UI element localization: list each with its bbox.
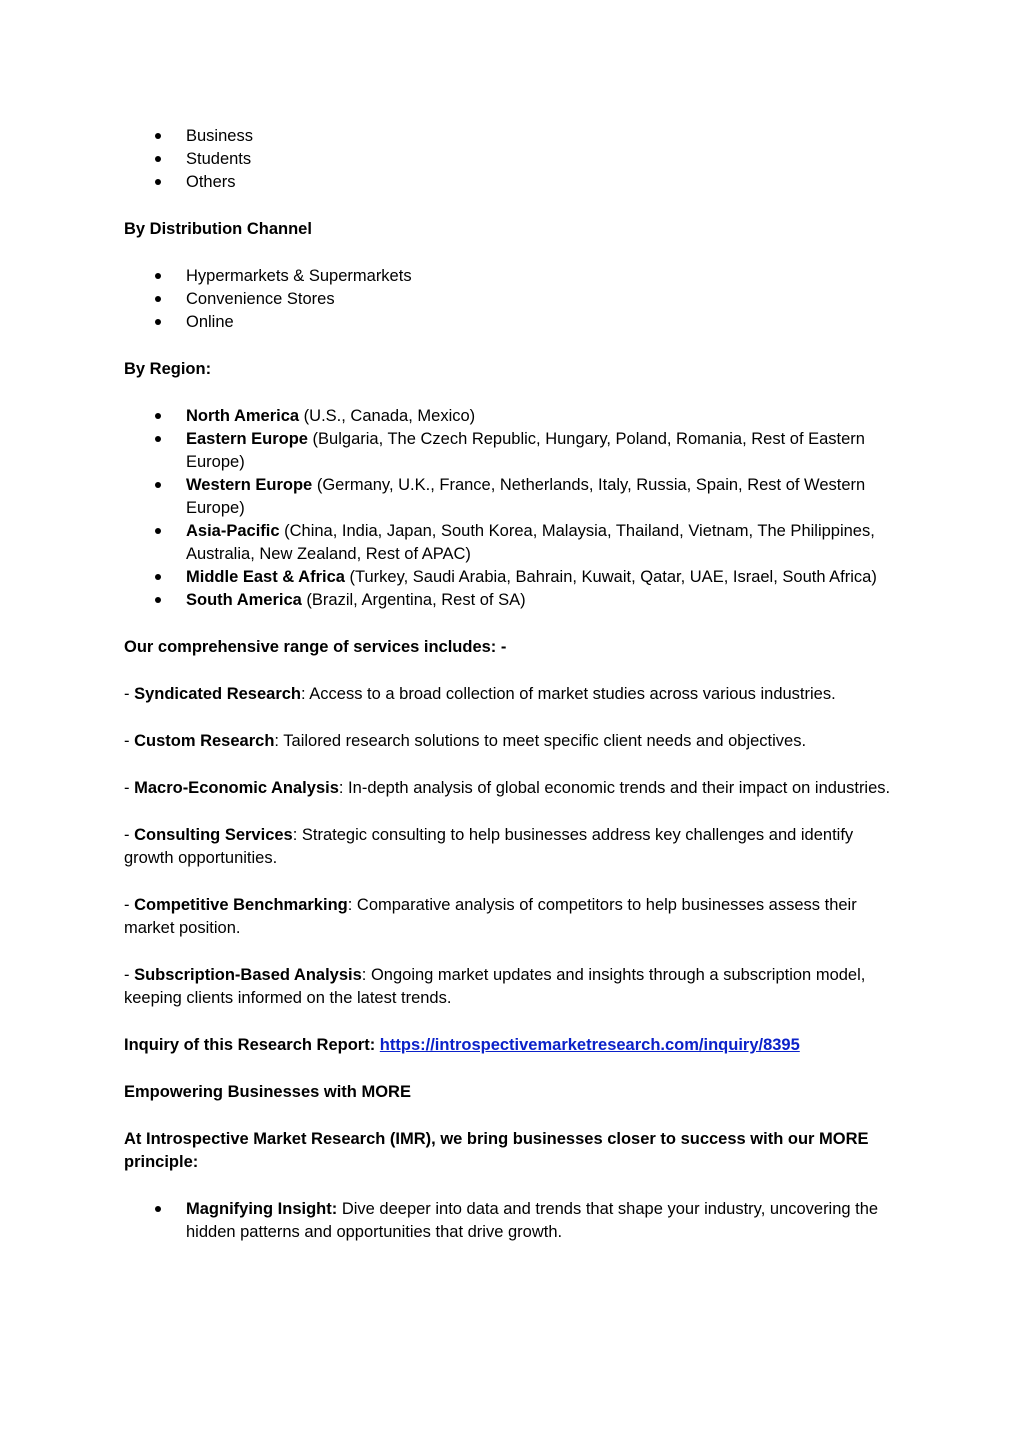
service-name: Macro-Economic Analysis bbox=[134, 779, 339, 797]
list-item: Hypermarkets & Supermarkets bbox=[124, 265, 904, 288]
list-item bbox=[124, 589, 904, 612]
region-name: Western Europe bbox=[186, 476, 313, 494]
more-item-name: Magnifying Insight: bbox=[186, 1200, 338, 1218]
list-item: Business bbox=[124, 125, 904, 148]
service-name: Syndicated Research bbox=[134, 685, 302, 703]
region-detail: (U.S., Canada, Mexico) bbox=[299, 407, 476, 425]
service-name: Consulting Services bbox=[134, 826, 293, 844]
region-name: Middle East & Africa bbox=[186, 568, 345, 586]
service-paragraph bbox=[124, 683, 904, 706]
service-name: Subscription-Based Analysis bbox=[134, 966, 362, 984]
region-name: North America bbox=[186, 407, 300, 425]
list-item bbox=[124, 1198, 904, 1244]
service-paragraph bbox=[124, 824, 904, 870]
service-desc: : Comparative analysis of competitors to help businesses assess their market position. bbox=[124, 896, 857, 937]
region-name: Eastern Europe bbox=[186, 430, 308, 448]
region-detail: (Bulgaria, The Czech Republic, Hungary, Poland, Romania, Rest of Eastern Europe) bbox=[186, 430, 865, 471]
dash-prefix: - bbox=[124, 779, 135, 797]
service-desc: : Strategic consulting to help businesses address key challenges and identify growth opportunities. bbox=[124, 826, 854, 867]
service-desc: : Access to a broad collection of market studies across various industries. bbox=[301, 685, 836, 703]
region-name: Asia-Pacific bbox=[186, 522, 280, 540]
region-detail: (Turkey, Saudi Arabia, Bahrain, Kuwait, Qatar, UAE, Israel, South Africa) bbox=[344, 568, 877, 586]
imr-heading: At Introspective Market Research (IMR), we bring businesses closer to success with our MORE principle: bbox=[124, 1130, 869, 1171]
service-paragraph bbox=[124, 777, 904, 800]
more-list bbox=[124, 1198, 904, 1244]
dash-prefix: - bbox=[124, 896, 135, 914]
list-item bbox=[124, 566, 904, 589]
list-item bbox=[124, 405, 904, 428]
list-item: Convenience Stores bbox=[124, 288, 904, 311]
list-item bbox=[124, 428, 904, 474]
dash-prefix: - bbox=[124, 685, 135, 703]
list-item: Students bbox=[124, 148, 904, 171]
services-heading: Our comprehensive range of services includes: - bbox=[124, 638, 507, 656]
service-desc: : In-depth analysis of global economic trends and their impact on industries. bbox=[338, 779, 891, 797]
distribution-heading: By Distribution Channel bbox=[124, 220, 312, 238]
list-item: Others bbox=[124, 171, 904, 194]
list-item bbox=[124, 520, 904, 566]
service-name: Competitive Benchmarking bbox=[134, 896, 348, 914]
service-paragraph bbox=[124, 730, 904, 753]
region-name: South America bbox=[186, 591, 302, 609]
empower-heading: Empowering Businesses with MORE bbox=[124, 1083, 411, 1101]
service-paragraph bbox=[124, 894, 904, 940]
list-item: Online bbox=[124, 311, 904, 334]
service-desc: : Ongoing market updates and insights through a subscription model, keeping clients informed on the latest trends. bbox=[124, 966, 866, 1007]
region-detail: (China, India, Japan, South Korea, Malaysia, Thailand, Vietnam, The Philippines, Australia, New Zealand, Rest of APAC) bbox=[186, 522, 875, 563]
service-name: Custom Research bbox=[134, 732, 275, 750]
inquiry-line bbox=[124, 1034, 904, 1057]
dash-prefix: - bbox=[124, 966, 135, 984]
dash-prefix: - bbox=[124, 826, 135, 844]
document-page bbox=[124, 125, 904, 1244]
service-paragraph bbox=[124, 964, 904, 1010]
more-item-desc: Dive deeper into data and trends that shape your industry, uncovering the hidden patterns and opportunities that drive growth. bbox=[186, 1200, 879, 1241]
service-desc: : Tailored research solutions to meet specific client needs and objectives. bbox=[274, 732, 807, 750]
inquiry-label: Inquiry of this Research Report: bbox=[124, 1036, 380, 1054]
region-heading: By Region: bbox=[124, 360, 212, 378]
end-user-list bbox=[124, 125, 904, 194]
dash-prefix: - bbox=[124, 732, 135, 750]
region-detail: (Brazil, Argentina, Rest of SA) bbox=[301, 591, 526, 609]
list-item bbox=[124, 474, 904, 520]
region-detail: (Germany, U.K., France, Netherlands, Italy, Russia, Spain, Rest of Western Europe) bbox=[186, 476, 866, 517]
inquiry-link[interactable]: https://introspectivemarketresearch.com/inquiry/8395 bbox=[379, 1036, 800, 1054]
distribution-list bbox=[124, 265, 904, 334]
region-list bbox=[124, 405, 904, 612]
